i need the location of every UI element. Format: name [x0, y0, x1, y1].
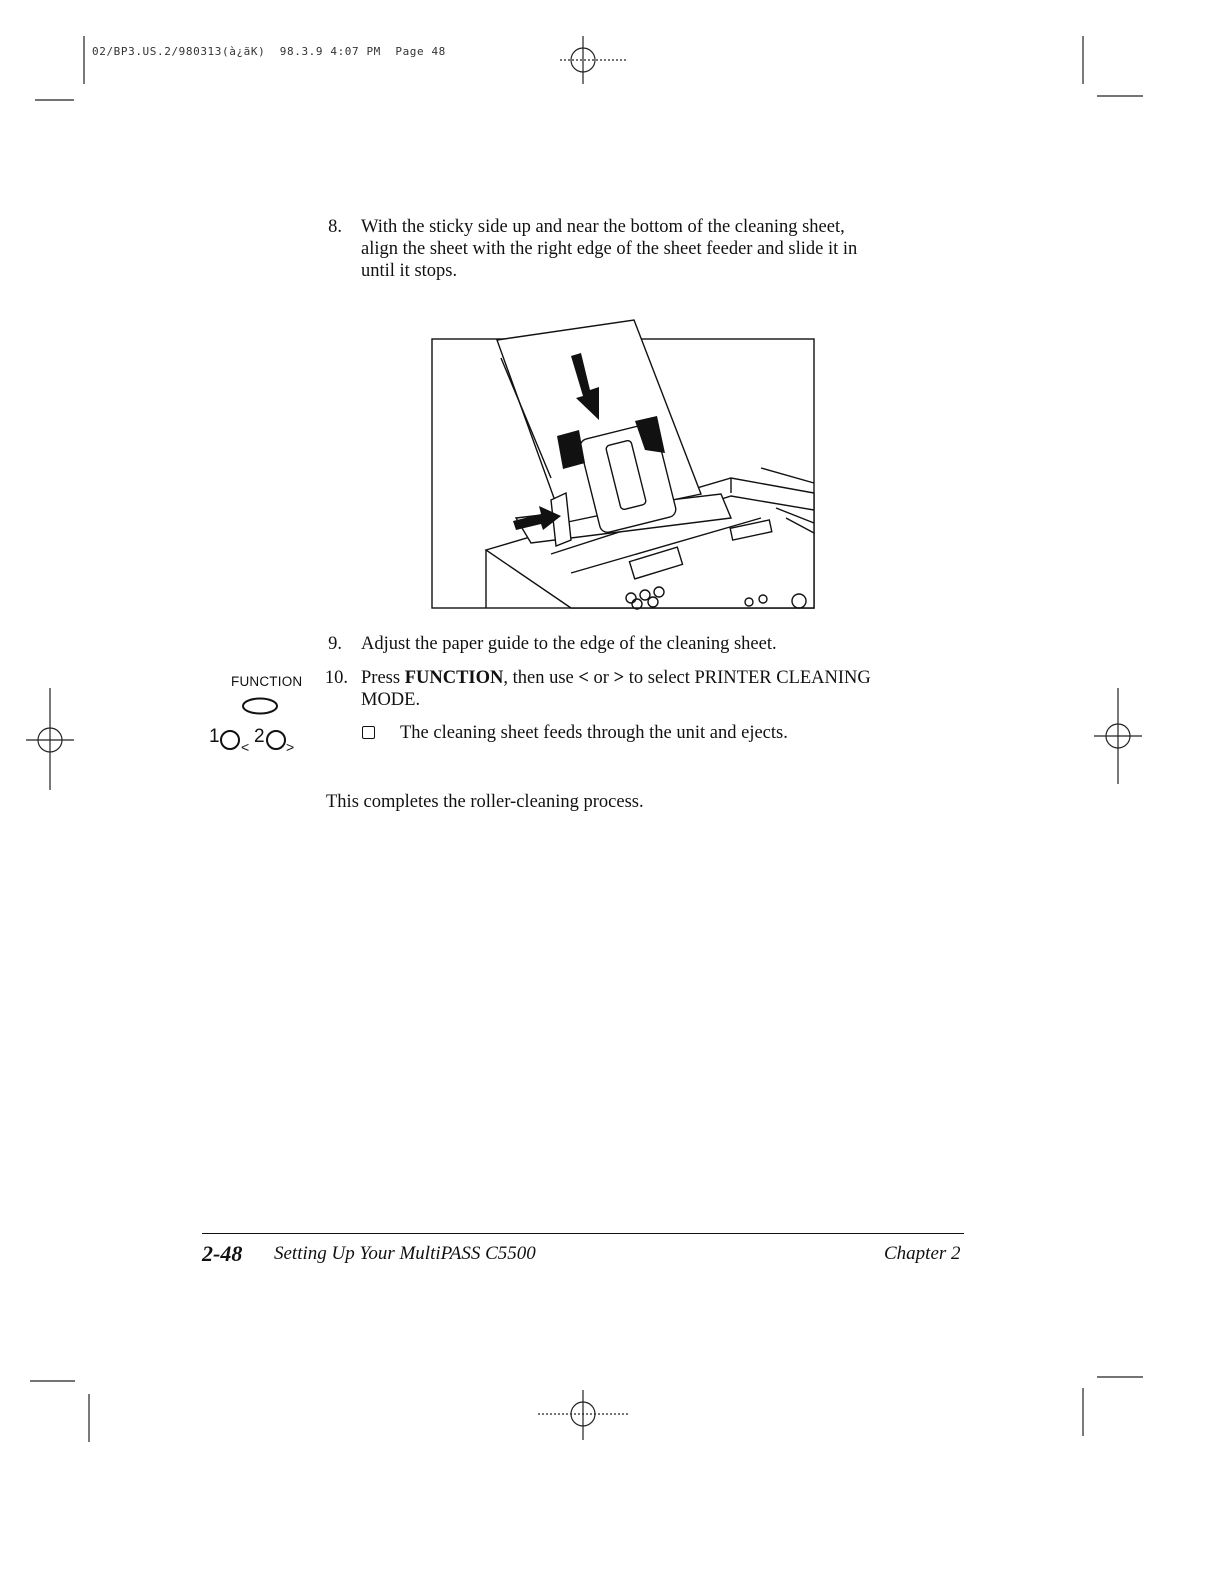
footer-chapter: Chapter 2: [884, 1243, 961, 1264]
cleaning-sheet-illustration: [431, 318, 817, 610]
key1-number: 1: [209, 726, 220, 747]
footer-page-number: 2-48: [202, 1241, 243, 1266]
footer-rule: [202, 1233, 964, 1234]
left-arrow-key: <: [578, 668, 589, 688]
result-text: The cleaning sheet feeds through the unit and ejects.: [400, 723, 788, 743]
key2-number: 2: [254, 726, 265, 747]
closing-text: This completes the roller-cleaning process.: [326, 792, 644, 812]
step-number: 9.: [328, 634, 342, 654]
step-text-line: until it stops.: [361, 261, 458, 281]
step-text-line: [361, 667, 871, 689]
step-number: 10.: [324, 668, 348, 688]
function-key-label: FUNCTION: [231, 674, 303, 689]
right-arrow-label: >: [286, 739, 295, 755]
text-segment: , then use: [503, 668, 579, 688]
left-arrow-label: <: [241, 739, 250, 755]
right-arrow-key: >: [613, 668, 625, 688]
step-text-line: align the sheet with the right edge of the sheet feeder and slide it in: [361, 239, 858, 259]
checkbox-bullet-icon: [362, 726, 375, 739]
function-key-name: FUNCTION: [404, 668, 504, 688]
step-text-line: MODE.: [361, 690, 421, 710]
text-segment: to select PRINTER CLEANING: [624, 668, 871, 688]
step-text-line: Adjust the paper guide to the edge of the cleaning sheet.: [361, 634, 777, 654]
text-segment: Press: [361, 668, 405, 688]
text-segment: or: [588, 668, 614, 688]
step-text-line: With the sticky side up and near the bottom of the cleaning sheet,: [361, 217, 845, 237]
footer-book-title: Setting Up Your MultiPASS C5500: [274, 1243, 536, 1264]
print-slug: 02/BP3.US.2/980313(à¿ãK) 98.3.9 4:07 PM Page 48: [92, 45, 446, 58]
step-number: 8.: [328, 217, 342, 237]
function-key-icon: [241, 697, 281, 717]
